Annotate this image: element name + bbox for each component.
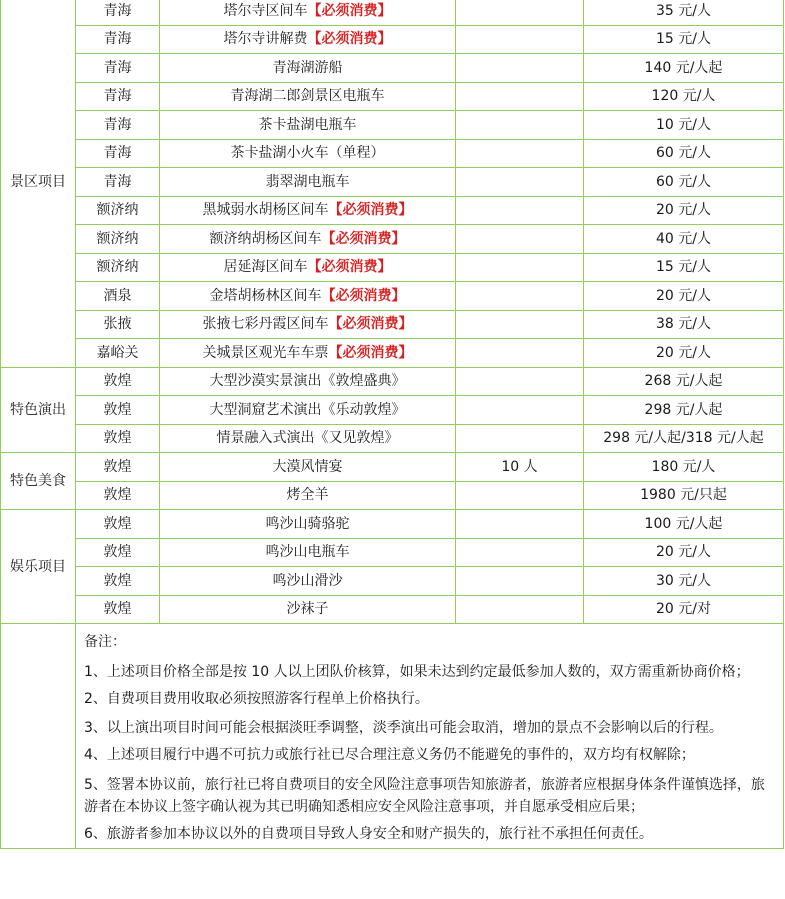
table-row (1, 82, 784, 111)
table-row (1, 367, 784, 396)
mandatory-badge: 【必须消费】 (328, 344, 413, 361)
table-row (1, 0, 784, 25)
item-name-cell (160, 396, 456, 425)
mandatory-badge: 【必须消费】 (321, 230, 406, 247)
people-cell (456, 339, 584, 368)
item-name: 沙袜子 (286, 601, 329, 618)
people-cell (456, 595, 584, 624)
item-name-cell (160, 538, 456, 567)
people-cell (456, 139, 584, 168)
mandatory-badge: 【必须消费】 (321, 287, 406, 304)
people-cell (456, 168, 584, 197)
price-cell: 40 元/人 (584, 225, 784, 254)
people-cell (456, 367, 584, 396)
price-cell: 20 元/对 (584, 595, 784, 624)
table-row (1, 396, 784, 425)
item-name: 青海湖游船 (272, 59, 343, 76)
table-row (1, 253, 784, 282)
note-item: 5、签署本协议前，旅行社已将自费项目的安全风险注意事项告知旅游者，旅游者应根据身体条件谨慎选择，旅游者在本协议上签字确认视为其已明确知悉相应安全风险注意事项，并自愿承受相应后果； (84, 776, 765, 815)
item-name: 鸣沙山滑沙 (272, 572, 343, 589)
region-cell: 额济纳 (76, 253, 160, 282)
mandatory-badge: 【必须消费】 (328, 316, 413, 333)
item-name: 大型沙漠实景演出《敦煌盛典》 (209, 373, 406, 390)
people-cell (456, 253, 584, 282)
item-name-cell (160, 282, 456, 311)
table-row (1, 111, 784, 140)
item-name-cell (160, 0, 456, 25)
note-item: 2、自费项目费用收取必须按照游客行程单上价格执行。 (84, 690, 429, 707)
price-cell: 298 元/人起/318 元/人起 (584, 424, 784, 453)
region-cell: 酒泉 (76, 282, 160, 311)
table-row (1, 424, 784, 453)
item-name: 烤全羊 (286, 487, 329, 504)
region-cell: 敦煌 (76, 424, 160, 453)
item-name-cell (160, 168, 456, 197)
item-name: 情景融入式演出《又见敦煌》 (216, 430, 399, 447)
item-name-cell (160, 510, 456, 539)
table-row (1, 339, 784, 368)
table-row (1, 225, 784, 254)
note-item: 4、上述项目履行中遇不可抗力或旅行社已尽合理注意义务仍不能避免的事件的，双方均有权解除； (84, 747, 695, 763)
item-name-cell (160, 453, 456, 482)
price-cell: 20 元/人 (584, 339, 784, 368)
category-cell: 景区项目 (1, 0, 76, 367)
note-item: 1、上述项目价格全部是按 10 人以上团队价核算，如果未达到约定最低参加人数的，双方需重新协商价格； (84, 663, 750, 680)
people-cell (456, 424, 584, 453)
note-item: 3、以上演出项目时间可能会根据淡旺季调整，淡季演出可能会取消，增加的景点不会影响以后的行程。 (84, 720, 723, 736)
region-cell: 青海 (76, 111, 160, 140)
item-name-cell (160, 339, 456, 368)
people-cell (456, 0, 584, 25)
people-cell (456, 196, 584, 225)
people-cell (456, 567, 584, 596)
table-row (1, 538, 784, 567)
item-name: 茶卡盐湖小火车（单程） (230, 145, 385, 162)
price-cell: 15 元/人 (584, 25, 784, 54)
price-cell: 120 元/人 (584, 82, 784, 111)
region-cell: 张掖 (76, 310, 160, 339)
table-row (1, 481, 784, 510)
item-name: 塔尔寺讲解费 (223, 31, 308, 48)
mandatory-badge: 【必须消费】 (307, 31, 392, 48)
price-cell: 35 元/人 (584, 0, 784, 25)
region-cell: 青海 (76, 54, 160, 83)
item-name: 大型洞窟艺术演出《乐动敦煌》 (209, 401, 406, 418)
people-cell (456, 538, 584, 567)
item-name: 居延海区间车 (223, 259, 308, 276)
people-cell (456, 310, 584, 339)
table-row (1, 510, 784, 539)
price-cell: 15 元/人 (584, 253, 784, 282)
region-cell: 青海 (76, 139, 160, 168)
price-cell: 38 元/人 (584, 310, 784, 339)
region-cell: 额济纳 (76, 225, 160, 254)
price-cell: 1980 元/只起 (584, 481, 784, 510)
item-name-cell (160, 225, 456, 254)
item-name-cell (160, 25, 456, 54)
region-cell: 敦煌 (76, 538, 160, 567)
item-name-cell (160, 481, 456, 510)
price-cell: 100 元/人起 (584, 510, 784, 539)
region-cell: 青海 (76, 25, 160, 54)
item-name-cell (160, 310, 456, 339)
people-cell (456, 481, 584, 510)
notes-title: 备注： (84, 634, 126, 650)
people-cell (456, 282, 584, 311)
mandatory-badge: 【必须消费】 (307, 2, 392, 19)
people-cell (456, 54, 584, 83)
table-row (1, 139, 784, 168)
item-name-cell (160, 367, 456, 396)
item-name: 鸣沙山骑骆驼 (265, 515, 350, 532)
item-name: 关城景区观光车车票 (202, 344, 329, 361)
price-cell: 268 元/人起 (584, 367, 784, 396)
table-body (1, 0, 784, 849)
people-cell (456, 111, 584, 140)
item-name: 金塔胡杨林区间车 (209, 287, 322, 304)
item-name-cell (160, 139, 456, 168)
price-cell: 60 元/人 (584, 168, 784, 197)
people-cell (456, 225, 584, 254)
region-cell: 敦煌 (76, 510, 160, 539)
people-cell (456, 396, 584, 425)
item-name: 张掖七彩丹霞区间车 (202, 316, 329, 333)
region-cell: 青海 (76, 168, 160, 197)
price-cell: 60 元/人 (584, 139, 784, 168)
table-row (1, 168, 784, 197)
category-cell: 特色演出 (1, 367, 76, 453)
item-name: 塔尔寺区间车 (223, 2, 308, 19)
region-cell: 嘉峪关 (76, 339, 160, 368)
people-cell (456, 82, 584, 111)
table-row (1, 282, 784, 311)
mandatory-badge: 【必须消费】 (328, 202, 413, 219)
table-row (1, 196, 784, 225)
region-cell: 敦煌 (76, 453, 160, 482)
notes-cell (76, 624, 784, 849)
item-name-cell (160, 54, 456, 83)
item-name: 青海湖二郎剑景区电瓶车 (230, 88, 385, 105)
item-name-cell (160, 82, 456, 111)
item-name: 鸣沙山电瓶车 (265, 544, 350, 561)
notes-blank-cell (1, 624, 76, 849)
item-name-cell (160, 111, 456, 140)
note-item: 6、旅游者参加本协议以外的自费项目导致人身安全和财产损失的，旅行社不承担任何责任。 (84, 825, 653, 842)
region-cell: 青海 (76, 82, 160, 111)
table-row (1, 310, 784, 339)
price-cell: 20 元/人 (584, 196, 784, 225)
table-row (1, 567, 784, 596)
table-row (1, 54, 784, 83)
mandatory-badge: 【必须消费】 (307, 259, 392, 276)
item-name-cell (160, 567, 456, 596)
price-cell: 140 元/人起 (584, 54, 784, 83)
price-cell: 10 元/人 (584, 111, 784, 140)
region-cell: 额济纳 (76, 196, 160, 225)
item-name: 大漠风情宴 (272, 458, 343, 475)
region-cell: 敦煌 (76, 567, 160, 596)
table-row (1, 25, 784, 54)
table-row (1, 595, 784, 624)
region-cell: 敦煌 (76, 595, 160, 624)
table-row (1, 453, 784, 482)
price-cell: 298 元/人起 (584, 396, 784, 425)
region-cell: 敦煌 (76, 396, 160, 425)
region-cell: 敦煌 (76, 367, 160, 396)
price-cell: 20 元/人 (584, 538, 784, 567)
price-cell: 180 元/人 (584, 453, 784, 482)
item-name: 翡翠湖电瓶车 (265, 173, 350, 190)
item-name-cell (160, 196, 456, 225)
item-name: 黑城弱水胡杨区间车 (202, 202, 329, 219)
notes-row (1, 624, 784, 849)
item-name: 茶卡盐湖电瓶车 (258, 116, 357, 133)
category-cell: 娱乐项目 (1, 510, 76, 624)
price-cell: 20 元/人 (584, 282, 784, 311)
region-cell: 敦煌 (76, 481, 160, 510)
item-name: 额济纳胡杨区间车 (209, 230, 322, 247)
item-name-cell (160, 595, 456, 624)
category-cell: 特色美食 (1, 453, 76, 510)
people-cell (456, 25, 584, 54)
item-name-cell (160, 253, 456, 282)
people-cell: 10 人 (456, 453, 584, 482)
region-cell: 青海 (76, 0, 160, 25)
item-name-cell (160, 424, 456, 453)
price-cell: 30 元/人 (584, 567, 784, 596)
people-cell (456, 510, 584, 539)
